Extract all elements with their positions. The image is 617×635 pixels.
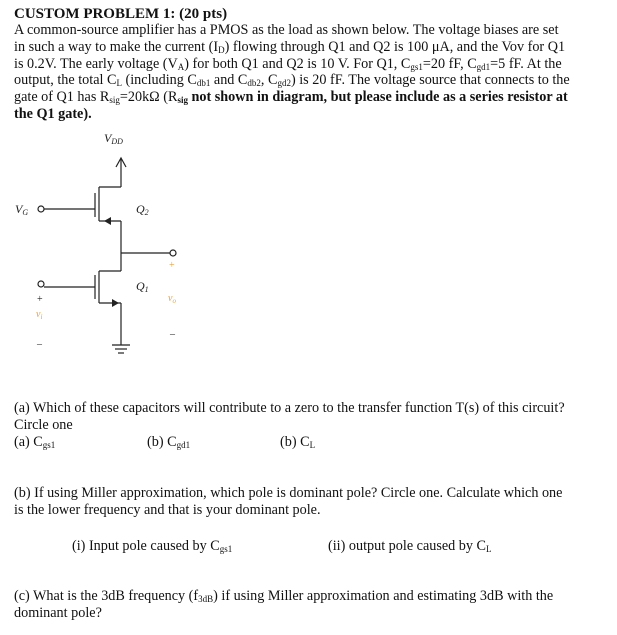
subscript: sig bbox=[109, 95, 120, 106]
vi-minus: – bbox=[37, 339, 42, 350]
text: (c) What is the 3dB frequency (f bbox=[14, 588, 199, 604]
vo-minus: – bbox=[170, 329, 175, 340]
subscript: L bbox=[116, 78, 122, 89]
text: the Q1 gate). bbox=[14, 105, 92, 122]
text: ) for both Q1 and Q2 is 10 V. For Q1, C bbox=[184, 55, 411, 72]
intro-line-1: A common-source amplifier has a PMOS as the load as shown below. The voltage biases are set bbox=[14, 22, 559, 38]
text: is 0.2V. The early voltage (V bbox=[14, 55, 178, 72]
intro-line-5 bbox=[14, 89, 604, 106]
subscript: gd1 bbox=[176, 440, 191, 450]
subscript: gd1 bbox=[476, 61, 491, 72]
text: (a) C bbox=[14, 434, 43, 450]
vo-plus: + bbox=[169, 260, 175, 271]
text: Q bbox=[136, 279, 145, 293]
q1-arrow-icon bbox=[112, 299, 119, 307]
text: (including C bbox=[121, 72, 197, 89]
subscript: D bbox=[218, 44, 225, 55]
text: =20kΩ (R bbox=[119, 89, 178, 106]
problem-description bbox=[14, 22, 604, 123]
problem-title: CUSTOM PROBLEM 1: (20 pts) bbox=[14, 6, 228, 22]
text: not shown in diagram, but please include as a series resistor at bbox=[187, 89, 568, 106]
text: , C bbox=[260, 72, 278, 89]
text: in such a way to make the current (I bbox=[14, 38, 219, 55]
part-a-option-cgs1[interactable] bbox=[14, 434, 55, 451]
part-a-question: (a) Which of these capacitors will contribute to a zero to the transfer function T(s) of this circuit? bbox=[14, 400, 565, 416]
part-b-option-input-pole[interactable] bbox=[72, 538, 232, 555]
output-terminal bbox=[170, 250, 176, 256]
text: and C bbox=[210, 72, 248, 89]
text: V bbox=[15, 202, 23, 216]
text: (i) Input pole caused by C bbox=[72, 538, 220, 554]
subscript: A bbox=[177, 61, 185, 72]
subscript: db2 bbox=[247, 78, 261, 89]
text: =20 fF, C bbox=[422, 55, 477, 72]
part-a-option-cgd1[interactable] bbox=[147, 434, 190, 451]
q2-arrow-icon bbox=[104, 217, 111, 225]
vi-label bbox=[36, 309, 42, 321]
part-c-question-line-1 bbox=[14, 588, 553, 605]
text: V bbox=[104, 131, 112, 145]
subscript: gs1 bbox=[42, 440, 56, 450]
subscript: sig bbox=[177, 95, 188, 106]
text: (ii) output pole caused by C bbox=[328, 538, 487, 554]
text: Q bbox=[136, 202, 145, 216]
q1-label bbox=[136, 279, 149, 294]
subscript: L bbox=[309, 440, 316, 450]
part-b-question-line-1: (b) If using Miller approximation, which pole is dominant pole? Circle one. Calculate which one bbox=[14, 485, 563, 501]
text: v bbox=[36, 309, 41, 320]
vo-label bbox=[168, 293, 176, 305]
text: ) if using Miller approximation and estimating 3dB with the bbox=[213, 588, 554, 604]
text: ) flowing through Q1 and Q2 is 100 μA, and the Vov for Q1 bbox=[224, 38, 566, 55]
subscript: G bbox=[22, 208, 29, 217]
text: =5 fF. At the bbox=[490, 55, 562, 72]
text: gate of Q1 has R bbox=[14, 89, 110, 106]
text: (b) C bbox=[280, 434, 310, 450]
text: output, the total C bbox=[14, 72, 117, 89]
text: ) is 20 fF. The voltage source that connects to the bbox=[290, 72, 570, 89]
part-b-question-line-2: is the lower frequency and that is your dominant pole. bbox=[14, 502, 321, 518]
vi-plus: + bbox=[37, 294, 43, 305]
intro-line-4 bbox=[14, 72, 604, 89]
subscript: 3dB bbox=[198, 594, 214, 604]
q2-label bbox=[136, 202, 149, 217]
vdd-label bbox=[104, 131, 123, 146]
text: v bbox=[168, 293, 173, 304]
subscript: DD bbox=[111, 137, 123, 146]
subscript: o bbox=[172, 297, 176, 305]
subscript: 2 bbox=[144, 208, 149, 217]
subscript: 1 bbox=[144, 285, 149, 294]
circuit-diagram bbox=[0, 125, 617, 375]
intro-line-6 bbox=[14, 106, 604, 123]
vg-label bbox=[15, 202, 28, 217]
vi-terminal bbox=[38, 281, 44, 287]
subscript: gs1 bbox=[410, 61, 423, 72]
part-a-instruction: Circle one bbox=[14, 417, 73, 433]
subscript: L bbox=[486, 544, 492, 554]
intro-line-3 bbox=[14, 56, 604, 73]
text: (b) C bbox=[147, 434, 177, 450]
subscript: db1 bbox=[196, 78, 211, 89]
part-b-option-output-pole[interactable] bbox=[328, 538, 492, 555]
part-a-option-cl[interactable] bbox=[280, 434, 315, 451]
subscript: i bbox=[40, 313, 43, 321]
subscript: gd2 bbox=[277, 78, 291, 89]
part-c-question-line-2: dominant pole? bbox=[14, 605, 102, 621]
intro-line-2 bbox=[14, 39, 604, 56]
vg-terminal bbox=[38, 206, 44, 212]
subscript: gs1 bbox=[219, 544, 233, 554]
